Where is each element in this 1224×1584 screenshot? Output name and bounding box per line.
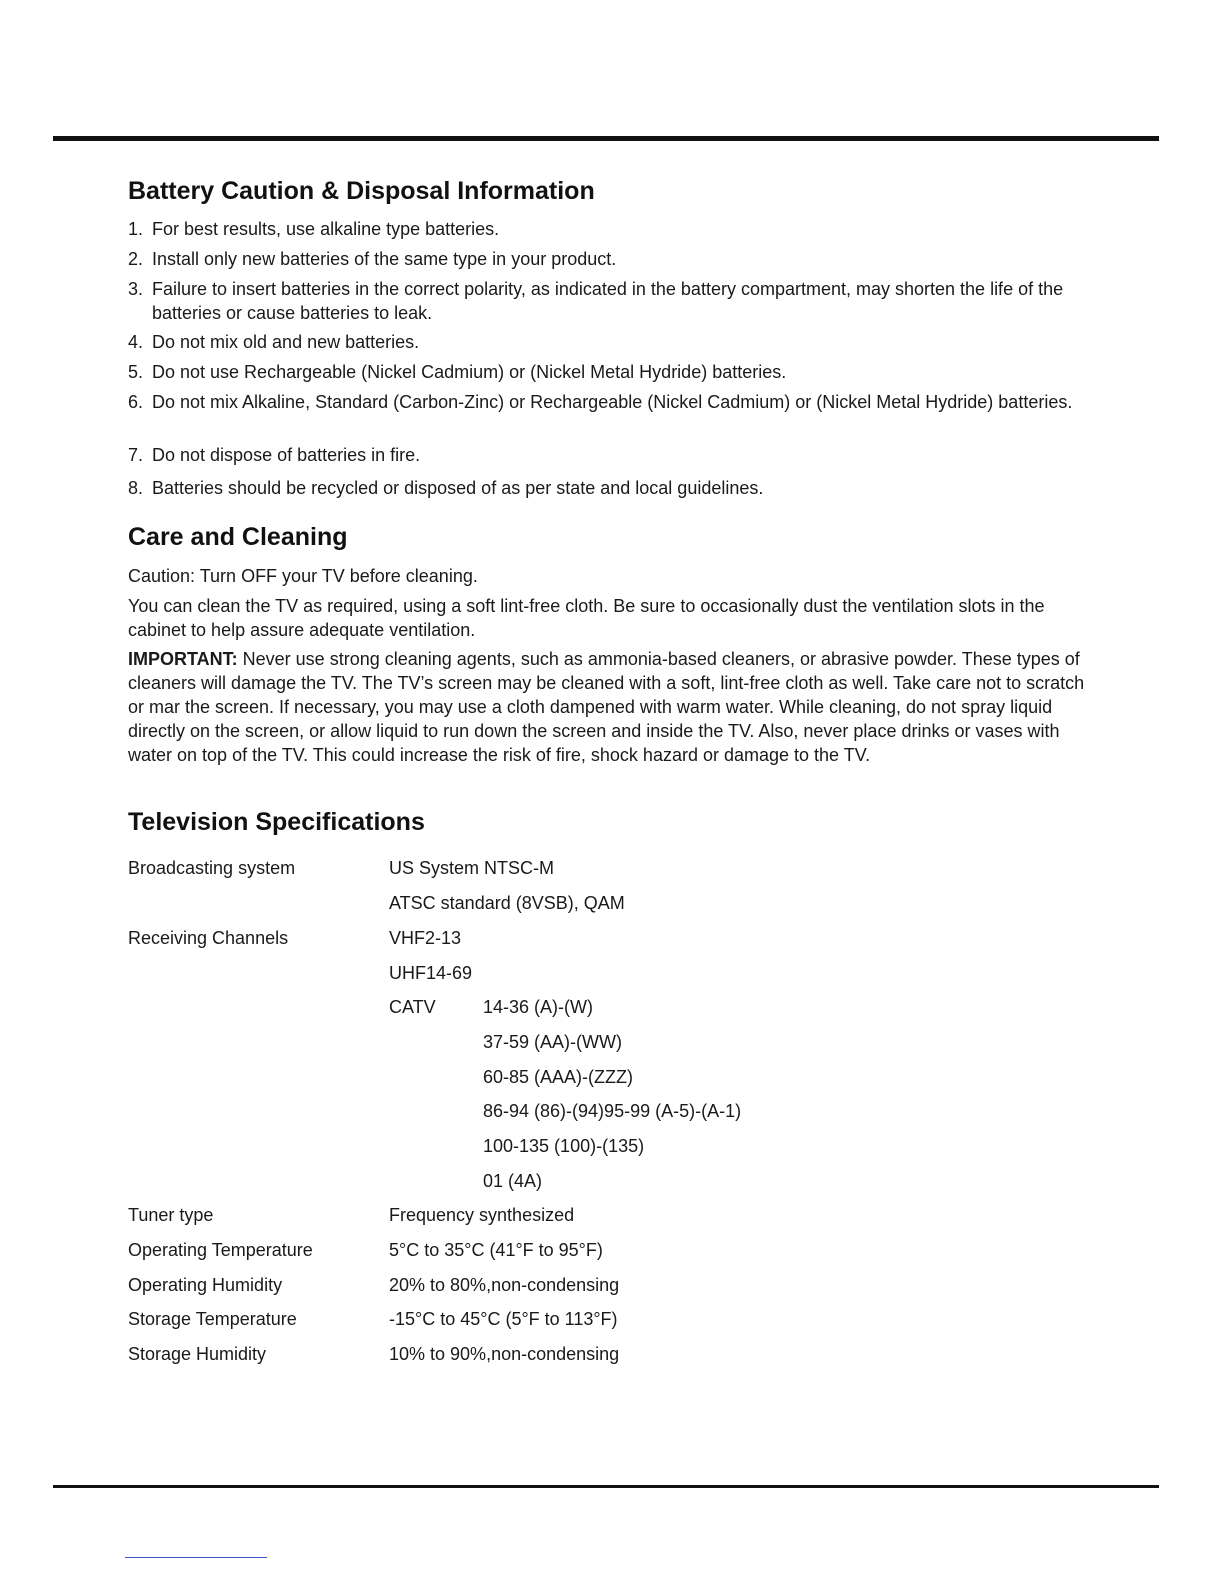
list-number: 8.: [128, 478, 144, 498]
header-rule: [53, 136, 1159, 141]
footer-rule: [53, 1485, 1159, 1488]
catv-range: 60-85 (AAA)-(ZZZ): [483, 1067, 634, 1087]
care-paragraph: You can clean the TV as required, using a soft lint-free cloth. Be sure to occasionally dust the ventilation slots in the cabinet to help assure adequate ventilation.: [128, 596, 1045, 640]
catv-range: 86-94 (86)-(94)95-99 (A-5)-(A-1): [483, 1101, 742, 1121]
spec-label-tuner: Tuner type: [128, 1205, 214, 1225]
spec-label-receiving: Receiving Channels: [128, 928, 289, 948]
list-text: Install only new batteries of the same type in your product.: [152, 249, 617, 269]
list-text: Do not dispose of batteries in fire.: [152, 445, 421, 465]
battery-item-6: [128, 390, 1088, 414]
battery-section-title: Battery Caution & Disposal Information: [128, 177, 595, 205]
spec-value-vhf: VHF2-13: [389, 928, 462, 948]
list-number: 3.: [128, 279, 144, 299]
catv-range: 100-135 (100)-(135): [483, 1136, 645, 1156]
specs-section-title: Television Specifications: [128, 808, 425, 836]
spec-label-broadcasting: Broadcasting system: [128, 858, 296, 878]
spec-value-tuner: Frequency synthesized: [389, 1205, 575, 1225]
list-text: Batteries should be recycled or disposed of as per state and local guidelines.: [152, 478, 764, 498]
spec-value: ATSC standard (8VSB), QAM: [389, 893, 625, 913]
battery-item-3: [128, 277, 1088, 325]
catv-range: 14-36 (A)-(W): [483, 997, 594, 1017]
list-text: Failure to insert batteries in the correct polarity, as indicated in the battery compartment, may shorten the life of the batteries or cause batteries to leak.: [152, 279, 1064, 323]
list-text: For best results, use alkaline type batteries.: [152, 219, 500, 239]
battery-item-1: [128, 217, 1088, 241]
spec-value-operating-temperature: 5°C to 35°C (41°F to 95°F): [389, 1240, 603, 1260]
list-text: Do not mix old and new batteries.: [152, 332, 420, 352]
spec-label-catv: CATV: [389, 997, 436, 1017]
list-text: Do not use Rechargeable (Nickel Cadmium) or (Nickel Metal Hydride) batteries.: [152, 362, 787, 382]
list-number: 2.: [128, 249, 144, 269]
catv-range: 37-59 (AA)-(WW): [483, 1032, 622, 1052]
spec-label-storage-humidity: Storage Humidity: [128, 1344, 267, 1364]
spec-value-storage-humidity: 10% to 90%,non-condensing: [389, 1344, 620, 1364]
spec-label-storage-temperature: Storage Temperature: [128, 1309, 297, 1329]
spec-label-operating-humidity: Operating Humidity: [128, 1275, 283, 1295]
important-label: IMPORTANT:: [128, 649, 238, 669]
spec-value-uhf: UHF14-69: [389, 963, 473, 983]
catv-range: 01 (4A): [483, 1171, 543, 1191]
spec-value-operating-humidity: 20% to 80%,non-condensing: [389, 1275, 620, 1295]
list-text: Do not mix Alkaline, Standard (Carbon-Zinc) or Rechargeable (Nickel Cadmium) or (Nickel Metal Hydride) batteries.: [152, 392, 1073, 412]
battery-item-5: [128, 360, 1088, 384]
battery-item-7: [128, 443, 1088, 467]
battery-item-8: [128, 476, 1088, 500]
list-number: 5.: [128, 362, 144, 382]
spec-label-operating-temperature: Operating Temperature: [128, 1240, 313, 1260]
spec-value-storage-temperature: -15°C to 45°C (5°F to 113°F): [389, 1309, 618, 1329]
spec-value: US System NTSC-M: [389, 858, 555, 878]
footer-accent-line: [125, 1557, 267, 1558]
list-number: 1.: [128, 219, 144, 239]
care-section-title: Care and Cleaning: [128, 523, 348, 551]
battery-item-2: [128, 247, 1088, 271]
care-caution: Caution: Turn OFF your TV before cleaning.: [128, 566, 478, 586]
list-number: 6.: [128, 392, 144, 412]
list-number: 7.: [128, 445, 144, 465]
list-number: 4.: [128, 332, 144, 352]
important-text: Never use strong cleaning agents, such as ammonia-based cleaners, or abrasive powder. These types of cleaners will damage the TV. The TV’s screen may be cleaned with a soft, lint-free cloth as well. Take care not to scratch or mar the screen. If necessary, you may use a cloth dampened with warm water. While cleaning, do not spray liquid directly on the screen, or allow liquid to run down the screen and inside the TV. Also, never place drinks or vases with water on top of the TV. This could increase the risk of fire, shock hazard or damage to the TV.: [128, 649, 1085, 765]
care-important: [128, 647, 1088, 767]
battery-item-4: [128, 330, 1088, 354]
